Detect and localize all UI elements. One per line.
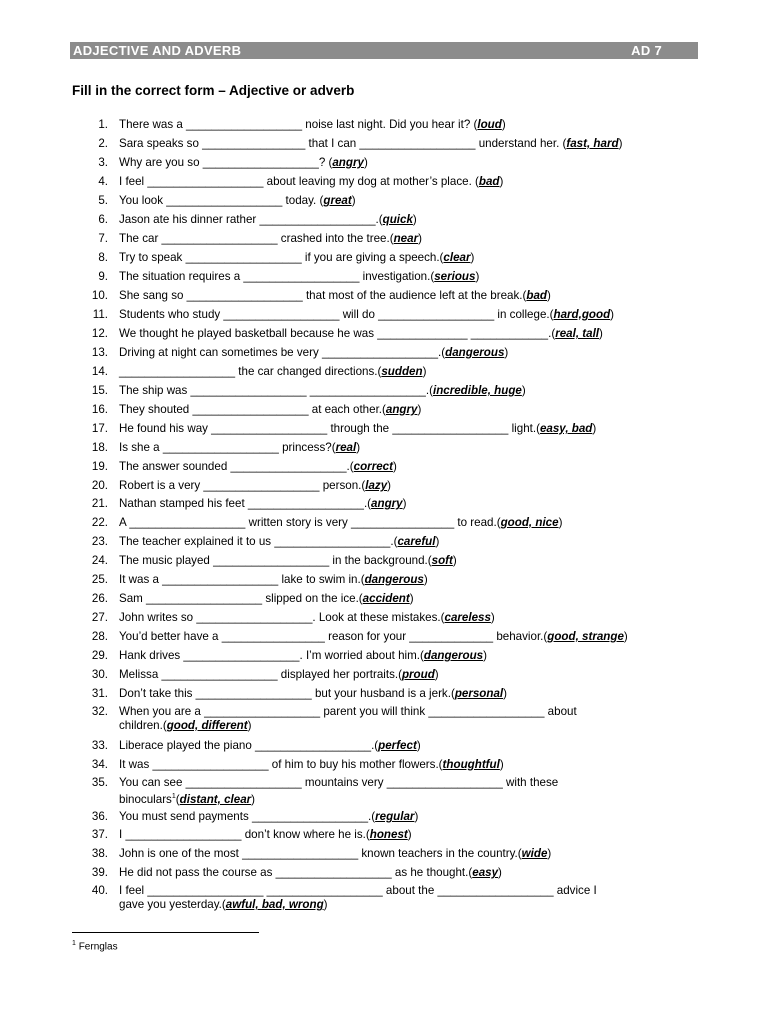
item-text bbox=[119, 384, 526, 398]
item-close: ) bbox=[412, 213, 417, 226]
item-number: 26. bbox=[91, 592, 108, 605]
item-sentence: Try to speak __________________ if you are giving a speech.( bbox=[119, 251, 444, 264]
item-number: 3. bbox=[98, 156, 108, 169]
item-close: ) bbox=[470, 251, 475, 264]
item-sentence: She sang so __________________ that most of the audience left at the break.( bbox=[119, 289, 527, 302]
item-number: 18. bbox=[91, 441, 108, 454]
item-hint: soft bbox=[431, 554, 453, 567]
item-sentence: The answer sounded __________________.( bbox=[119, 460, 354, 473]
item-number: 38. bbox=[91, 847, 108, 860]
item-number: 20. bbox=[91, 479, 108, 492]
item-sentence: Liberace played the piano __________________.( bbox=[119, 739, 379, 752]
item-number: 14. bbox=[91, 365, 108, 378]
item-number: 6. bbox=[98, 213, 108, 226]
item-number: 13. bbox=[91, 346, 108, 359]
item-close: ) bbox=[387, 479, 392, 492]
item-sentence: The teacher explained it to us __________________.( bbox=[119, 535, 398, 548]
item-close: ) bbox=[498, 866, 502, 879]
item-hint: thoughtful bbox=[442, 758, 500, 771]
item-sentence: John writes so __________________. Look at these mistakes.( bbox=[119, 611, 445, 624]
item-text bbox=[119, 194, 356, 208]
item-text bbox=[119, 516, 562, 530]
item-text bbox=[119, 441, 360, 455]
item-hint: dangerous bbox=[423, 649, 484, 662]
item-close: ) bbox=[499, 758, 504, 771]
item-number: 2. bbox=[98, 137, 108, 150]
item-number: 40. bbox=[91, 884, 108, 897]
item-hint: sudden bbox=[381, 365, 423, 378]
item-sentence-continued: gave you yesterday.( bbox=[119, 898, 226, 911]
item-sentence: It was a __________________ lake to swim in.( bbox=[119, 573, 365, 586]
item-text bbox=[119, 687, 507, 701]
footnote-mark: 1 bbox=[72, 940, 76, 947]
item-text bbox=[119, 776, 558, 790]
item-number: 9. bbox=[98, 270, 108, 283]
item-hint: careful bbox=[397, 535, 436, 548]
item-close: ) bbox=[363, 156, 368, 169]
item-sentence: You’d better have a ________________ reason for your _____________ behavior.( bbox=[119, 630, 548, 643]
item-hint: quick bbox=[382, 213, 413, 226]
item-text bbox=[119, 308, 614, 322]
item-hint: regular bbox=[375, 810, 415, 823]
item-hint: honest bbox=[369, 828, 408, 841]
instructions-heading: Fill in the correct form – Adjective or adverb bbox=[72, 83, 355, 98]
item-number: 22. bbox=[91, 516, 108, 529]
item-text bbox=[119, 118, 506, 132]
item-sentence: __________________ the car changed directions.( bbox=[119, 365, 382, 378]
item-text bbox=[119, 611, 495, 625]
item-close: ) bbox=[501, 118, 506, 131]
item-number: 11. bbox=[92, 308, 108, 321]
item-hint: good, different bbox=[166, 719, 248, 732]
item-text bbox=[119, 422, 596, 436]
item-text bbox=[119, 346, 508, 360]
item-hint: incredible, huge bbox=[432, 384, 522, 397]
item-hint: loud bbox=[477, 118, 502, 131]
item-text bbox=[119, 497, 407, 511]
item-sentence: The ship was __________________ __________________.( bbox=[119, 384, 433, 397]
item-close: ) bbox=[418, 232, 422, 245]
item-sentence: We thought he played basketball because he was ______________ ____________.( bbox=[119, 327, 556, 340]
item-number: 7. bbox=[98, 232, 108, 245]
item-hint: awful, bad, wrong bbox=[225, 898, 324, 911]
item-close: ) bbox=[247, 719, 252, 732]
item-text bbox=[119, 535, 439, 549]
item-text bbox=[119, 592, 414, 606]
item-hint: real, tall bbox=[555, 327, 600, 340]
item-text bbox=[119, 884, 597, 898]
item-sentence: There was a __________________ noise last night. Did you hear it? ( bbox=[119, 118, 478, 131]
item-sentence: I feel __________________ __________________ about the __________________ advice I bbox=[119, 884, 597, 897]
item-sentence: They shouted __________________ at each other.( bbox=[119, 403, 386, 416]
item-sentence: Jason ate his dinner rather __________________.( bbox=[119, 213, 383, 226]
item-sentence: Driving at night can sometimes be very __________________.( bbox=[119, 346, 446, 359]
item-sentence: John is one of the most __________________ known teachers in the country.( bbox=[119, 847, 522, 860]
item-number: 15. bbox=[91, 384, 108, 397]
item-hint: easy bbox=[472, 866, 499, 879]
item-hint: distant, clear bbox=[179, 792, 252, 806]
item-hint: fast, hard bbox=[566, 137, 619, 150]
item-number: 17. bbox=[91, 422, 108, 435]
item-close: ) bbox=[402, 497, 407, 510]
item-sentence: Nathan stamped his feet __________________.( bbox=[119, 497, 372, 510]
item-text bbox=[119, 137, 622, 151]
item-sentence-continued: binoculars bbox=[119, 792, 172, 806]
item-sentence: The car __________________ crashed into the tree.( bbox=[119, 232, 394, 245]
item-number: 32. bbox=[91, 705, 108, 718]
item-text bbox=[119, 156, 368, 170]
item-text bbox=[119, 828, 412, 842]
item-close: ) bbox=[356, 441, 361, 454]
item-number: 1. bbox=[98, 118, 108, 131]
item-close: ) bbox=[323, 898, 328, 911]
item-number: 5. bbox=[98, 194, 108, 207]
item-close: ) bbox=[392, 460, 397, 473]
item-close: ) bbox=[521, 384, 526, 397]
item-number: 19. bbox=[91, 460, 108, 473]
item-text bbox=[119, 758, 504, 772]
item-sentence: I feel __________________ about leaving my dog at mother’s place. ( bbox=[119, 175, 479, 188]
item-close: ) bbox=[504, 346, 509, 359]
item-number: 27. bbox=[91, 611, 108, 624]
item-text bbox=[119, 289, 551, 303]
item-text bbox=[119, 479, 391, 493]
item-hint: proud bbox=[401, 668, 435, 681]
item-number: 4. bbox=[98, 175, 108, 188]
item-hint: good, nice bbox=[500, 516, 559, 529]
footnote-text: Fernglas bbox=[78, 941, 118, 953]
item-close: ) bbox=[483, 649, 487, 662]
item-sentence: You can see __________________ mountains very __________________ with these bbox=[119, 776, 559, 789]
item-sentence: A __________________ written story is very ________________ to read.( bbox=[119, 516, 501, 529]
item-sentence: Sara speaks so ________________ that I can __________________ understand her. ( bbox=[119, 137, 567, 150]
item-text bbox=[119, 739, 421, 753]
item-hint: bad bbox=[478, 175, 500, 188]
item-text bbox=[119, 213, 417, 227]
item-sentence: He found his way __________________ through the __________________ light.( bbox=[119, 422, 540, 435]
item-text bbox=[119, 847, 551, 861]
worksheet-code: AD 7 bbox=[631, 43, 662, 58]
item-text bbox=[119, 232, 422, 246]
item-close: ) bbox=[623, 630, 628, 643]
item-sentence: The situation requires a __________________ investigation.( bbox=[119, 270, 435, 283]
item-hint: easy, bad bbox=[539, 422, 593, 435]
item-hint: angry bbox=[332, 156, 364, 169]
item-sentence-continued-open: ( bbox=[175, 792, 180, 806]
footnote-reference: 1 bbox=[171, 793, 176, 800]
item-hint: great bbox=[323, 194, 352, 207]
item-sentence: The music played __________________ in the background.( bbox=[119, 554, 432, 567]
item-sentence: Robert is a very __________________ person.( bbox=[119, 479, 366, 492]
item-sentence: Students who study __________________ will do __________________ in college.( bbox=[119, 308, 554, 321]
item-number: 12. bbox=[91, 327, 108, 340]
item-hint: serious bbox=[434, 270, 476, 283]
item-close: ) bbox=[618, 137, 623, 150]
worksheet-title: ADJECTIVE AND ADVERB bbox=[73, 43, 242, 58]
item-number: 23. bbox=[91, 535, 108, 548]
item-close: ) bbox=[409, 592, 414, 605]
item-text-continued bbox=[119, 790, 255, 807]
item-sentence: Don’t take this __________________ but your husband is a jerk.( bbox=[119, 687, 455, 700]
item-hint: angry bbox=[371, 497, 403, 510]
item-text bbox=[119, 866, 502, 880]
item-number: 16. bbox=[91, 403, 108, 416]
item-close: ) bbox=[475, 270, 480, 283]
item-hint: near bbox=[393, 232, 419, 245]
item-text bbox=[119, 554, 457, 568]
item-text bbox=[119, 175, 503, 189]
item-sentence: Why are you so __________________? ( bbox=[119, 156, 333, 169]
item-close: ) bbox=[417, 403, 422, 416]
item-number: 39. bbox=[91, 866, 108, 879]
item-number: 37. bbox=[91, 828, 108, 841]
footnote bbox=[72, 940, 118, 952]
item-text bbox=[119, 810, 418, 824]
item-number: 34. bbox=[91, 758, 108, 771]
item-number: 29. bbox=[91, 649, 108, 662]
item-text bbox=[119, 365, 426, 379]
item-number: 21. bbox=[91, 497, 108, 510]
item-hint: wide bbox=[521, 847, 548, 860]
item-close: ) bbox=[499, 175, 504, 188]
item-number: 35. bbox=[91, 776, 108, 789]
item-close: ) bbox=[503, 687, 508, 700]
item-close: ) bbox=[351, 194, 356, 207]
item-hint: dangerous bbox=[445, 346, 505, 359]
item-close: ) bbox=[416, 739, 421, 752]
item-hint: real bbox=[335, 441, 357, 454]
item-close: ) bbox=[490, 611, 495, 624]
item-close: ) bbox=[547, 847, 552, 860]
item-hint: perfect bbox=[378, 739, 417, 752]
item-number: 33. bbox=[91, 739, 108, 752]
item-text bbox=[119, 251, 474, 265]
item-hint: accident bbox=[362, 592, 410, 605]
item-hint: good, strange bbox=[547, 630, 624, 643]
item-hint: hard,good bbox=[553, 308, 611, 321]
item-sentence: Is she a __________________ princess?( bbox=[119, 441, 336, 454]
item-hint: clear bbox=[443, 251, 471, 264]
item-text bbox=[119, 668, 439, 682]
item-sentence: Melissa __________________ displayed her portraits.( bbox=[119, 668, 402, 681]
item-close: ) bbox=[592, 422, 597, 435]
item-hint: correct bbox=[353, 460, 393, 473]
item-number: 8. bbox=[98, 251, 108, 264]
item-hint: personal bbox=[454, 687, 504, 700]
item-number: 25. bbox=[91, 573, 108, 586]
item-sentence: Hank drives __________________. I’m worried about him.( bbox=[119, 649, 424, 662]
item-close: ) bbox=[422, 365, 427, 378]
item-sentence: He did not pass the course as __________________ as he thought.( bbox=[119, 866, 473, 879]
item-close: ) bbox=[434, 668, 439, 681]
item-close: ) bbox=[435, 535, 440, 548]
item-hint: lazy bbox=[365, 479, 388, 492]
item-sentence: I __________________ don’t know where he is.( bbox=[119, 828, 370, 841]
header-bar bbox=[70, 42, 698, 59]
item-sentence: When you are a __________________ parent you will think __________________ about bbox=[119, 705, 577, 718]
item-close: ) bbox=[558, 516, 563, 529]
item-sentence: Sam __________________ slipped on the ice.( bbox=[119, 592, 363, 605]
item-close: ) bbox=[414, 810, 419, 823]
item-text bbox=[119, 270, 479, 284]
item-number: 10. bbox=[91, 289, 108, 302]
item-number: 31. bbox=[91, 687, 108, 700]
item-hint: careless bbox=[444, 611, 491, 624]
item-text bbox=[119, 327, 603, 341]
item-close: ) bbox=[452, 554, 457, 567]
item-number: 36. bbox=[91, 810, 108, 823]
item-text-continued bbox=[119, 898, 328, 912]
footnote-divider bbox=[72, 932, 259, 933]
item-close: ) bbox=[547, 289, 551, 302]
item-text-continued bbox=[119, 719, 252, 733]
item-hint: dangerous bbox=[364, 573, 424, 586]
item-text bbox=[119, 649, 487, 663]
item-close: ) bbox=[251, 792, 256, 806]
item-hint: angry bbox=[385, 403, 418, 416]
item-text bbox=[119, 630, 628, 644]
item-close: ) bbox=[610, 308, 615, 321]
item-number: 30. bbox=[91, 668, 108, 681]
item-sentence-continued: children.( bbox=[119, 719, 167, 732]
item-text bbox=[119, 573, 428, 587]
item-close: ) bbox=[407, 828, 412, 841]
item-text bbox=[119, 403, 421, 417]
item-number: 24. bbox=[91, 554, 108, 567]
item-text bbox=[119, 460, 397, 474]
item-sentence: It was __________________ of him to buy his mother flowers.( bbox=[119, 758, 443, 771]
item-hint: bad bbox=[526, 289, 547, 302]
item-number: 28. bbox=[91, 630, 108, 643]
item-text bbox=[119, 705, 577, 719]
item-sentence: You must send payments __________________.( bbox=[119, 810, 376, 823]
item-close: ) bbox=[599, 327, 603, 340]
item-sentence: You look __________________ today. ( bbox=[119, 194, 324, 207]
item-close: ) bbox=[423, 573, 428, 586]
